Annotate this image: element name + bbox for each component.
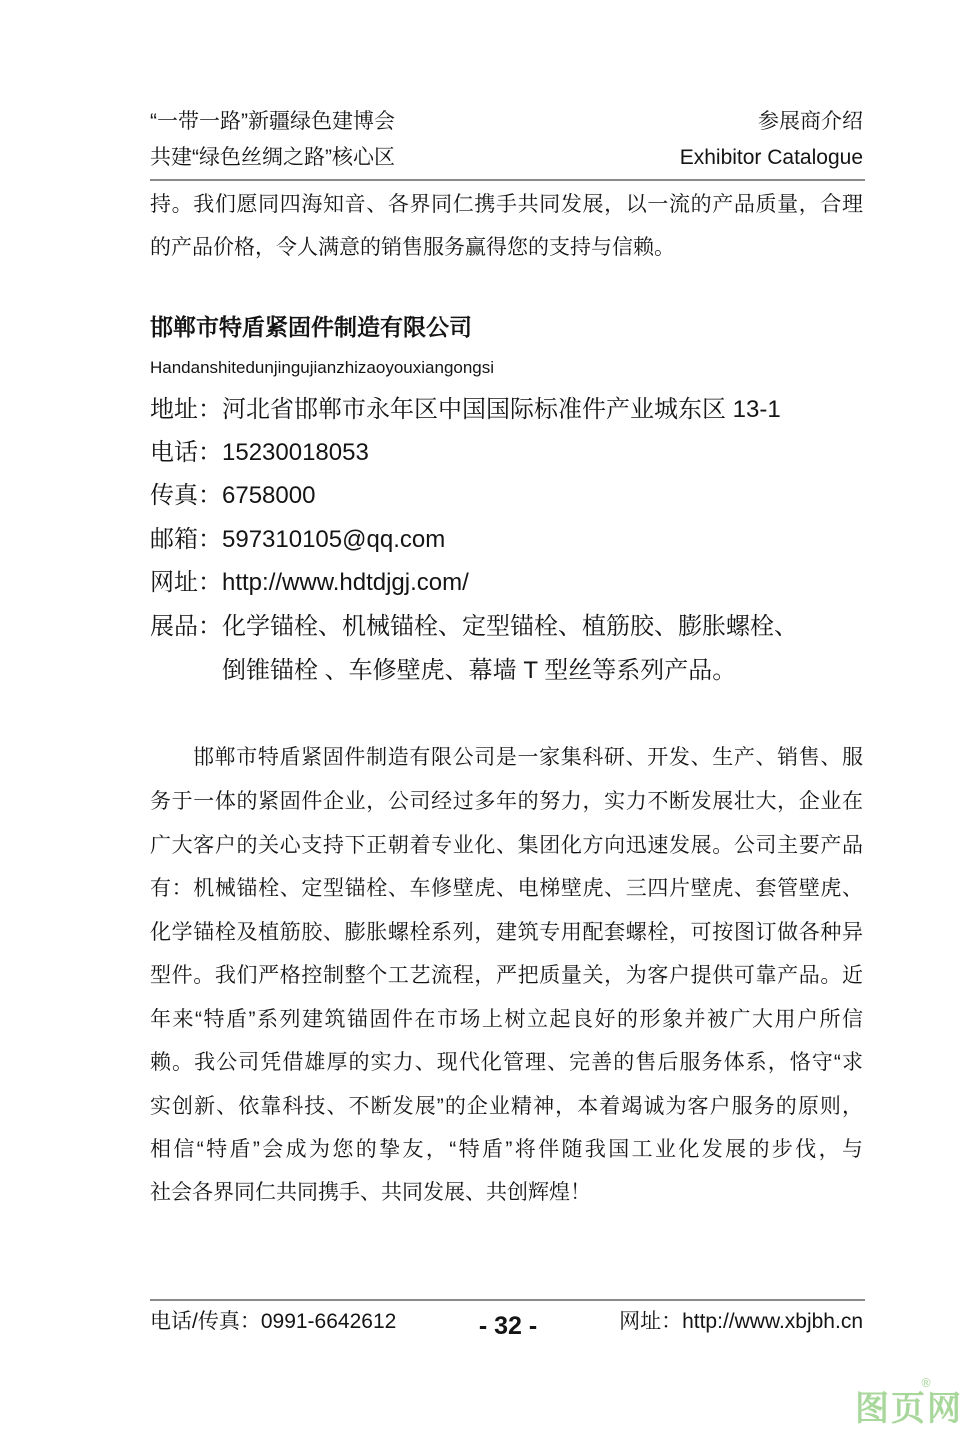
header-right-line2: Exhibitor Catalogue — [679, 146, 863, 169]
description-line: 赖。我公司凭借雄厚的实力、现代化管理、完善的售后服务体系，恪守“求 — [150, 1051, 863, 1074]
description-line: 化学锚栓及植筋胶、膨胀螺栓系列，建筑专用配套螺栓，可按图订做各种异 — [150, 921, 863, 944]
email-value: 597310105@qq.com — [222, 526, 446, 553]
products-row — [150, 611, 863, 643]
phone-row — [150, 437, 863, 469]
address-label: 地址： — [150, 396, 222, 423]
products-label: 展品： — [150, 613, 222, 640]
fax-value: 6758000 — [222, 482, 316, 509]
footer-divider — [150, 1299, 865, 1301]
description-line: 有：机械锚栓、定型锚栓、车修壁虎、电梯壁虎、三四片壁虎、套管壁虎、 — [150, 877, 863, 900]
description-line: 务于一体的紧固件企业，公司经过多年的努力，实力不断发展壮大，企业在 — [150, 790, 863, 813]
description-line: 广大客户的关心支持下正朝着专业化、集团化方向迅速发展。公司主要产品 — [150, 834, 863, 857]
header-left-line1: “一带一路”新疆绿色建博会 — [150, 110, 395, 133]
page-number: - 32 - — [478, 1312, 538, 1340]
phone-label: 电话： — [150, 439, 222, 466]
description-line: 邯郸市特盾紧固件制造有限公司是一家集科研、开发、生产、销售、服 — [193, 746, 863, 769]
description-line: 型件。我们严格控制整个工艺流程，严把质量关，为客户提供可靠产品。近 — [150, 964, 863, 987]
header-right-line1: 参展商介绍 — [758, 110, 863, 133]
products-value: 化学锚栓、机械锚栓、定型锚栓、植筋胶、膨胀螺栓、 — [222, 613, 798, 640]
company-pinyin: Handanshitedunjingujianzhizaoyouxiangongsi — [150, 358, 495, 377]
description-line: 实创新、依靠科技、不断发展”的企业精神，本着竭诚为客户服务的原则， — [150, 1095, 863, 1118]
description-line: 相信“特盾”会成为您的挚友，“特盾”将伴随我国工业化发展的步伐，与 — [150, 1138, 863, 1161]
watermark-logo: 图页网 — [855, 1389, 963, 1429]
phone-value: 15230018053 — [222, 439, 369, 466]
website-label: 网址： — [150, 569, 222, 596]
website-row — [150, 567, 863, 599]
address-value: 河北省邯郸市永年区中国国际标准件产业城东区 13-1 — [222, 396, 781, 423]
website-value: http://www.hdtdjgj.com/ — [222, 569, 469, 596]
email-row — [150, 524, 863, 556]
address-row — [150, 394, 863, 426]
description-line: 年来“特盾”系列建筑锚固件在市场上树立起良好的形象并被广大用户所信 — [150, 1008, 863, 1031]
fax-row — [150, 480, 863, 512]
description-line: 社会各界同仁共同携手、共同发展、共创辉煌！ — [150, 1181, 591, 1204]
company-name: 邯郸市特盾紧固件制造有限公司 — [150, 314, 472, 340]
footer-phone: 电话/传真：0991-6642612 — [150, 1310, 397, 1333]
products-value-continued: 倒锥锚栓 、车修壁虎、幕墙 T 型丝等系列产品。 — [222, 657, 737, 684]
footer-website: 网址：http://www.xbjbh.cn — [619, 1310, 863, 1333]
header-left-line2: 共建“绿色丝绸之路”核心区 — [150, 146, 395, 169]
intro-line: 持。我们愿同四海知音、各界同仁携手共同发展，以一流的产品质量，合理 — [150, 193, 863, 216]
registered-mark: ® — [920, 1376, 932, 1390]
fax-label: 传真： — [150, 482, 222, 509]
intro-line: 的产品价格，令人满意的销售服务赢得您的支持与信赖。 — [150, 236, 675, 259]
email-label: 邮箱： — [150, 526, 222, 553]
header-divider — [150, 179, 865, 181]
